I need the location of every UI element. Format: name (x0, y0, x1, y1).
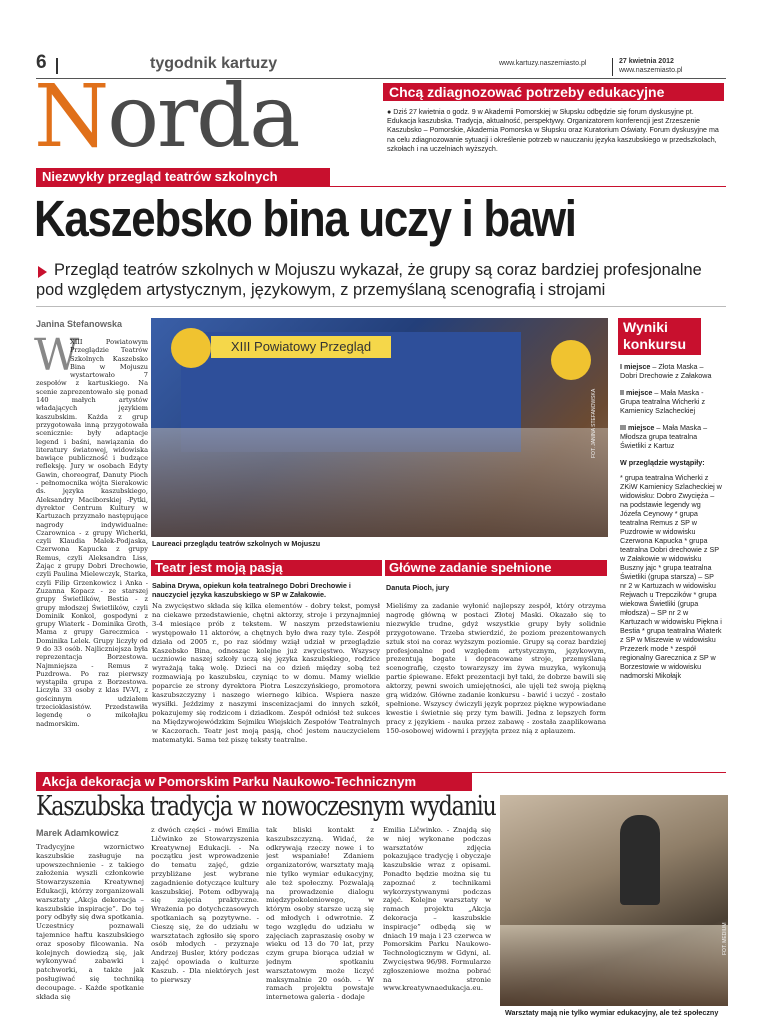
photo-credit: FOT. JANINA STEFANOWSKA (591, 388, 597, 458)
sidebar-results (620, 362, 722, 680)
article2-photo-credit: FOT. MEDIUM (722, 922, 728, 955)
paper-name: tygodnik kartuzy (150, 55, 278, 72)
article2-photo (500, 795, 728, 1006)
article2-col2: z dwóch części - mówi Emilia Ličwinko ze Stowarzyszenia Kreatywnej Edukacji. - Na początku jest wprowadzenie do tematu zajęć, gdzie przybliżane jest wybrane zagadnienie dotyczące kultury kaszubskiej. Potem odbywają się zajęcia praktyczne. Wrażenia po dotychczasowych spotkaniach są pozytywne. - Cieszę się, że do udziału w warsztatach zgłosiło się sporo osób młodych - przyznaje Andrzej Busler, który podczas zajęć opowiada o kulturze Kaszub. - Dla niektórych jest to pierwszy (151, 826, 259, 984)
kicker-rule (36, 186, 726, 187)
result-1: I miejsce – Złota Maska – Dobri Drechowie z Załakowa (620, 362, 712, 380)
header-url-left[interactable]: www.kartuzy.naszemiasto.pl (499, 60, 587, 67)
result-2: II miejsce – Mała Maska - Grupa teatralna Wicherki z Kamienicy Szlacheckiej (620, 388, 706, 415)
zadanie-byline: Danuta Pioch, jury (386, 583, 450, 592)
article1-body: XIII Powiatowym Przeglądzie Teatrów Szkolnych Kaszebsko Bina w Mojuszu wystartowało 7 zespołów z kartuskiego. Na scenie zaprezentowało się ponad 140 małych artystów władających językiem kaszubskim. Każda z grup przygotowała inną przygotowała scenicznie: były adaptacje legend i baśni, nawiązania do literatury światowej, widowiska bawiące publiczność i budzące refleksję. Jury w osobach Edyty Gawin, choreograf, Danuty Pioch - pełnomocnika wójta Sierakowic ds. języka kaszubskiego, Aleksandry Maciborskiej -Pytki, dyrektor Centrum Kultury w Kartuzach przyznało następujące nagrody indywidualne: Czarownica - z grupy Wicherki, czyli Klaudia Malek-Podjaska, Czerwona Kapucka z grupy Remus, czyli Aleksandra Liss, Żając z grupy Dobri Drechowie, czyli Paulina Mielewczyk, Starka, czyli Filip Grzenkowicz i Anka - Zuzanna Kopacz - ze starszej grupy Świetlików, Bestia - z grupy młodszej Świetlików, czyli Dominik Konkol, gospodyni z grupy Wiaterk - Dominika Groth, Mama z grupy Gareczmica - Dominika Lelek. Grupy liczyły od 9 do 33 osób. Najliczniejsza była reprezentacja Borzestowa. Najmniejsza - Remus z Puzdrowa. Po raz pierwszy wystąpiła grupa z Borzestowa. Liczyła 33 osoby z klas IV-VI, z gościnnym udziałem trzecioklasistów. Przedstawiła legendę o mikołajku nadmorskim. (36, 338, 148, 728)
sidebar-title (618, 318, 701, 355)
teatr-title: Teatr jest moją pasją (151, 560, 382, 576)
header-url-right[interactable]: www.naszemiasto.pl (619, 67, 683, 74)
article1-photo-caption: Laureaci przeglądu teatrów szkolnych w Mojuszu (152, 539, 321, 548)
header-date: 27 kwietnia 2012 (619, 58, 674, 65)
sidebar-title-line1: Wyniki (623, 319, 668, 335)
logo-initial: N (34, 67, 108, 167)
zadanie-body: Mieliśmy za zadanie wyłonić najlepszy zespół, który otrzyma nagrodę główną w postaci Złotej Maski. Okazało się to niezwykle trudne, gdyż wszystkie grupy były solidnie przygotowane. Trzeba stwierdzić, że poziom prezentowanych sztuk stoi na coraz wyższym poziomie. Grupy są coraz bardziej profesjonalne pod względem artystycznym, językowym, prezentują bogate i dopracowane stroje, przemyślaną scenografię, często towarzyszy im żywa muzyka, wykonują partie śpiewane. Efekt prezentacji był taki, że dobrze bawili się aktorzy, pewni swoich umiejętności, ale ujęli też swoją piękną grą widzów. Główne zadanie konkursu - bawić i uczyć - zostało spełnione. Wszyscy ćwiczyli język poprzez piękne wypowiadane kwestie i świetnie się przy tym bawili. Jedna z lepszych form pracy z językiem - nauka przez zabawę - została zaaplikowana 150-osobowej widowni i przyjęta przez nią z aplauzem. (386, 602, 606, 735)
performers-title: W przeglądzie wystąpiły: (620, 458, 705, 467)
article1-author: Janina Stefanowska (36, 319, 123, 329)
photo-banner: XIII Powiatowy Przegląd (211, 336, 391, 358)
notice-body: ● Dziś 27 kwietnia o godz. 9 w Akademii Pomorskiej w Słupsku odbędzie się forum dyskusyjne pt. Edukacja kaszubska. Tradycja, aktualność, perspektywy. Organizatorem konferencji jest Zrzeszenie Kaszubsko – Pomorskie, Akademia Pomorska w Słupsku oraz Kuratorium Oświaty. Forum dyskusyjne ma na celu zdiagnozowanie sytuacji i określenie potrzeb w nauczaniu języka kaszubskiego w przedszkolach, szkołach i na uczelniach wyższych. (387, 108, 719, 153)
article2-col4: Emilia Ličwinko. - Znajdą się w niej wykonane podczas warsztatów zdjęcia pokazujące tradycję i obyczaje kaszubskie wraz z opisami. Ponadto będzie można się tu zapoznać z technikami wykorzystywanymi podczas zajęć. Kolejne warsztaty w ramach projektu „Akcja dekoracja – kaszubskie inspiracje” odbędą się w dniach 19 maja i 23 czerwca w Pomorskim Parku Naukowo-Technologicznym w Gdyni, al. Zwycięstwa 96/98. Formularze zgłoszeniowe można pobrać na stronie www.kreatywnaedukacja.eu. (383, 826, 491, 993)
article1-headline: Kaszebsko bina uczy i bawi (34, 190, 576, 247)
lead-rule (36, 306, 726, 307)
article1-dropcap: W (34, 330, 80, 381)
performers-list: * grupa teatralna Wicherki z ZKiW Kamienicy Szlacheckiej w widowisku: Dobro Zwycięża – na podstawie legendy wg Józefa Ceynowy * grupa teatralna Remus z SP w Puzdrowie w widowisku Czerwona Kapucka * grupa teatralna Dobri drechowie z SP w Załakowie w widowisku Buszny jajc * grupa teatralna Świetliki (grupa starsza) – SP nr 2 w Kartuzach w widowisku Rejwach u Trepczików * grupa wiekowa Świetliki (grupa młodsza) – SP nr 2 w Kartuzach w widowisku Piękna i Bestia * grupa teatralna Wiaterk z SP w Miszewie w widowisku Przezerk mode * zespół regionalny Garecznica z SP w Borzestowie w widowisku nadmorski Mikołajk (620, 473, 722, 680)
teatr-byline: Sabina Drywa, opiekun koła teatralnego Dobri Drechowie i nauczyciel języka kaszubskiego w SP w Załakowie. (152, 581, 351, 599)
article2-author: Marek Adamkowicz (36, 828, 119, 838)
article2-col1: Tradycyjne wzornictwo kaszubskie zasługuje na upowszechnienie - z takiego założenia wyszli członkowie Stowarzyszenia Kreatywnej Edukacji, którzy zorganizowali warsztaty „Akcja dekoracja – kaszubskie inspiracje”. Do tej pory odbyły się dwa spotkania. Uczestnicy poznawali tajemnice haftu kaszubskiego oraz sposoby filcowania. Na kolejnych dowiedzą się, jak wykonywać zabawki i patchworki, a także jak posługiwać się techniką decoupage. - Każde spotkanie składa się (36, 843, 144, 1001)
article2-photo-caption: Warsztaty mają nie tylko wymiar edukacyjny, ale też społeczny (505, 1008, 719, 1017)
result-3: III miejsce – Mała Maska – Młodsza grupa teatralna Świetliki z Kartuz (620, 423, 708, 450)
article1-lead: Przegląd teatrów szkolnych w Mojuszu wykazał, że grupy są coraz bardziej profesjonalne pod względem artystycznym, językowym, z przemyślaną scenografią i strojami (36, 261, 702, 299)
sidebar-title-line2: konkursu (623, 336, 687, 352)
article1-kicker: Niezwykły przegląd teatrów szkolnych (36, 168, 330, 186)
article2-kicker: Akcja dekoracja w Pomorskim Parku Naukowo-Technicznym (36, 773, 472, 791)
notice-title: Chcą zdiagnozować potrzeby edukacyjne (383, 83, 724, 101)
norda-logo (34, 67, 299, 167)
article2-headline: Kaszubska tradycja w nowoczesnym wydaniu (36, 791, 496, 822)
zadanie-title: Główne zadanie spełnione (385, 560, 607, 576)
header-divider (612, 58, 613, 76)
article1-photo (151, 318, 608, 537)
article2-col3: tak bliski kontakt z kaszubszczyzną. Widać, że odkrywają rzeczy nowe i to jest wspaniałe! Zdaniem organizatorów, warsztaty mają nie tylko wymiar edukacyjny, ale też społeczny. Pozwalają na prowadzenie dialogu międzypokoleniowego, w którym osoby starsze uczą się od młodych i odwrotnie. Z tego względu do udziału w zajęciach zapraszasię osoby w wieku od 13 do 70 lat, przy czym grupa biorąca udział w jednym spotkaniu warsztatowym może liczyć maksymalnie 20 osób. - W ramach projektu powstaje internetowa galeria - dodaje (266, 826, 374, 1002)
teatr-body: Na zwycięstwo składa się kilka elementów - dobry tekst, pomysł na ciekawe przedstawienie, chętni aktorzy, stroje i przynajmniej 3-4 miesiące prób z tekstem. W naszym przedstawieniu występowało 11 aktorów, a chętnych było dwa razy tyle. Zespół działa od 2005 r., po raz siódmy wziął udział w przeglądzie Kaszebsko Bina, odnosząc kolejne już zwycięstwo. Wszyscy uczniowie naszej szkoły uczą się języka kaszubskiego, rodzice wyrażają taką wolę. Dzieci na co dzień między sobą też rozmawiają po kaszubsku, czyniąc to w domu. Mamy wielkie poparcie ze strony dyrektora Piotra Leszczyńskiego, promotora kaszubszczyzny i naszego wiernego kibica. Wspiera nasze wysiłki. Jeździmy z naszymi inscenizacjami do innych szkół, pokazujemy się rodzicom i dziadkom. Zespół odniósł też sukces na Międzywojewódzkim Sejmiku Wiejskich Zespołów Teatralnych w Kaczorach. Teatr jest moją pasją, choć jestem nauczycielem matematyki. Sama też piszę teksty teatralne. (152, 602, 380, 744)
logo-rest: orda (107, 67, 299, 167)
page-number: 6 (36, 52, 47, 73)
